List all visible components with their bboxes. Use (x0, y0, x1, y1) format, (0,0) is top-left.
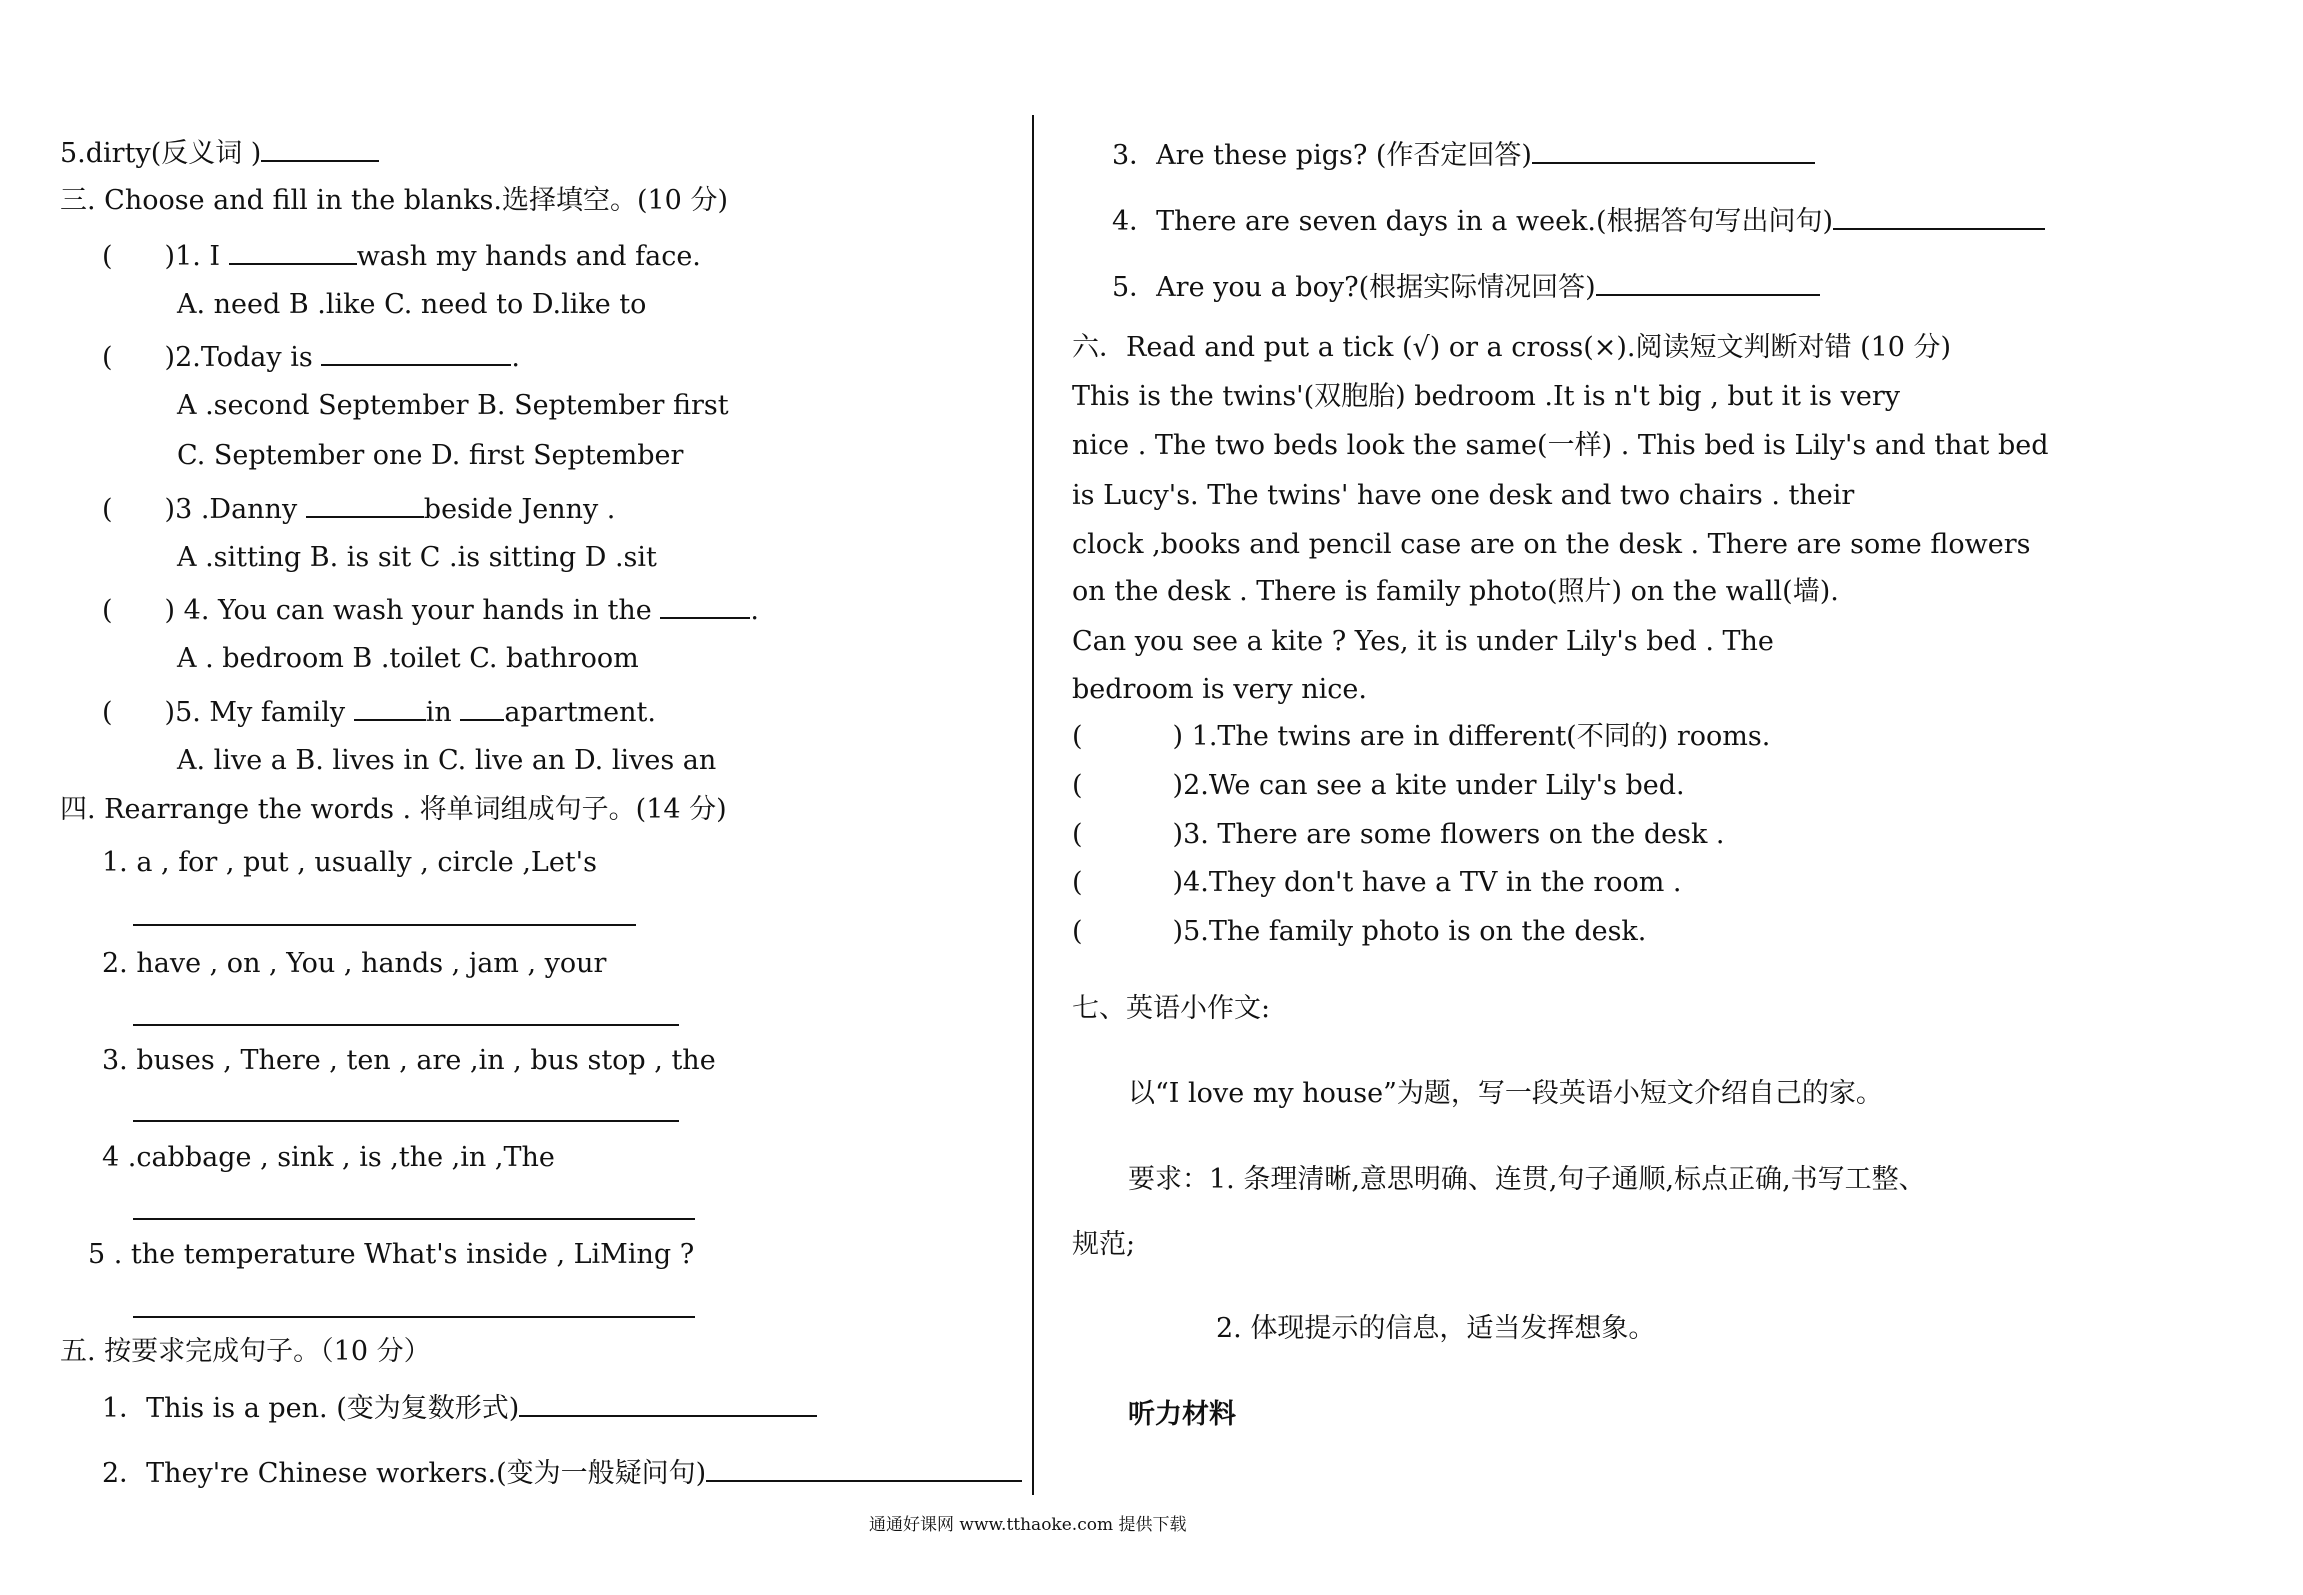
rearrange-3: 3. buses , There , ten , are ,in , bus stop , the (102, 1045, 716, 1076)
essay-prompt: 以“I love my house”为题，写一段英语小短文介绍自己的家。 (1128, 1078, 1883, 1109)
passage-line: This is the twins'(双胞胎) bedroom .It is n't big , but it is very (1072, 381, 1900, 412)
passage-line: bedroom is very nice. (1072, 674, 1367, 705)
answer-line[interactable] (133, 1024, 679, 1026)
question-dirty-antonym: 5.dirty(反义词 ) (60, 134, 379, 171)
transform-3: 3．Are these pigs? (作否定回答) (1112, 136, 1815, 173)
rearrange-1: 1. a , for , put , usually , circle ,Let's (102, 847, 597, 878)
transform-5: 5．Are you a boy?(根据实际情况回答) (1112, 268, 1820, 305)
answer-line[interactable] (133, 1218, 695, 1220)
transform-1: 1．This is a pen. (变为复数形式) (102, 1389, 817, 1426)
choice-q2-options-cd: C. September one D. first September (177, 440, 684, 471)
column-divider (1032, 115, 1034, 1495)
passage-line: is Lucy's. The twins' have one desk and two chairs . their (1072, 480, 1855, 511)
choice-q5: ( )5. My family in apartment. (102, 693, 656, 730)
choice-q2-options-ab: A .second September B. September first (177, 390, 729, 421)
answer-line[interactable] (133, 1316, 695, 1318)
passage-line: clock ,books and pencil case are on the desk . There are some flowers (1072, 529, 2031, 560)
choice-q3: ( )3 .Danny beside Jenny . (102, 490, 615, 527)
essay-requirement-1: 要求：1. 条理清晰,意思明确、连贯,句子通顺,标点正确,书写工整、 (1128, 1164, 1926, 1195)
rearrange-4: 4 .cabbage , sink , is ,the ,in ,The (102, 1142, 555, 1173)
passage-line: Can you see a kite ? Yes, it is under Lily's bed . The (1072, 626, 1774, 657)
section-4-title: 四. Rearrange the words . 将单词组成句子。(14 分) (60, 794, 727, 825)
transform-2: 2．They're Chinese workers.(变为一般疑问句) (102, 1454, 1022, 1491)
answer-blank[interactable] (306, 490, 424, 518)
choice-q5-options: A. live a B. lives in C. live an D. lives an (177, 745, 717, 776)
choice-q1-options: A. need B .like C. need to D.like to (177, 289, 647, 320)
section-5-title: 五. 按要求完成句子。（10 分） (60, 1336, 431, 1367)
answer-blank[interactable] (354, 693, 426, 721)
section-3-title: 三. Choose and fill in the blanks.选择填空。(10 分) (60, 185, 728, 216)
answer-blank[interactable] (519, 1389, 817, 1417)
passage-line: on the desk . There is family photo(照片) on the wall(墙). (1072, 576, 1839, 607)
answer-blank[interactable] (1833, 202, 2045, 230)
listening-material-title: 听力材料 (1128, 1399, 1236, 1430)
footer-source: 通通好课网 www.tthaoke.com 提供下载 (869, 1515, 1187, 1535)
true-false-4: ( )4.They don't have a TV in the room . (1072, 867, 1682, 898)
choice-q4-options: A . bedroom B .toilet C. bathroom (177, 643, 639, 674)
true-false-3: ( )3. There are some flowers on the desk . (1072, 819, 1725, 850)
section-7-title: 七、英语小作文: (1072, 993, 1271, 1024)
choice-q4: ( ) 4. You can wash your hands in the . (102, 591, 759, 628)
answer-blank[interactable] (261, 134, 379, 162)
passage-line: nice . The two beds look the same(一样) . This bed is Lily's and that bed (1072, 430, 2049, 461)
answer-line[interactable] (133, 924, 636, 926)
answer-blank[interactable] (660, 591, 750, 619)
answer-blank[interactable] (706, 1454, 1022, 1482)
answer-blank[interactable] (1532, 136, 1815, 164)
answer-blank[interactable] (460, 693, 504, 721)
section-6-title: 六．Read and put a tick (√) or a cross(×).阅读短文判断对错 (10 分) (1072, 332, 1952, 363)
rearrange-2: 2. have , on , You , hands , jam , your (102, 948, 607, 979)
answer-blank[interactable] (321, 338, 511, 366)
choice-q3-options: A .sitting B. is sit C .is sitting D .sit (177, 542, 657, 573)
true-false-1: ( ) 1.The twins are in different(不同的) rooms. (1072, 721, 1771, 752)
choice-q1: ( )1. I wash my hands and face. (102, 237, 701, 274)
rearrange-5: 5 . the temperature What's inside , LiMing ? (88, 1239, 695, 1270)
essay-requirement-1-cont: 规范; (1072, 1229, 1136, 1260)
answer-line[interactable] (133, 1120, 679, 1122)
true-false-2: ( )2.We can see a kite under Lily's bed. (1072, 770, 1685, 801)
choice-q2: ( )2.Today is . (102, 338, 520, 375)
essay-requirement-2: 2. 体现提示的信息，适当发挥想象。 (1216, 1313, 1656, 1344)
true-false-5: ( )5.The family photo is on the desk. (1072, 916, 1647, 947)
transform-4: 4．There are seven days in a week.(根据答句写出问句) (1112, 202, 2045, 239)
answer-blank[interactable] (1596, 268, 1820, 296)
answer-blank[interactable] (229, 237, 357, 265)
